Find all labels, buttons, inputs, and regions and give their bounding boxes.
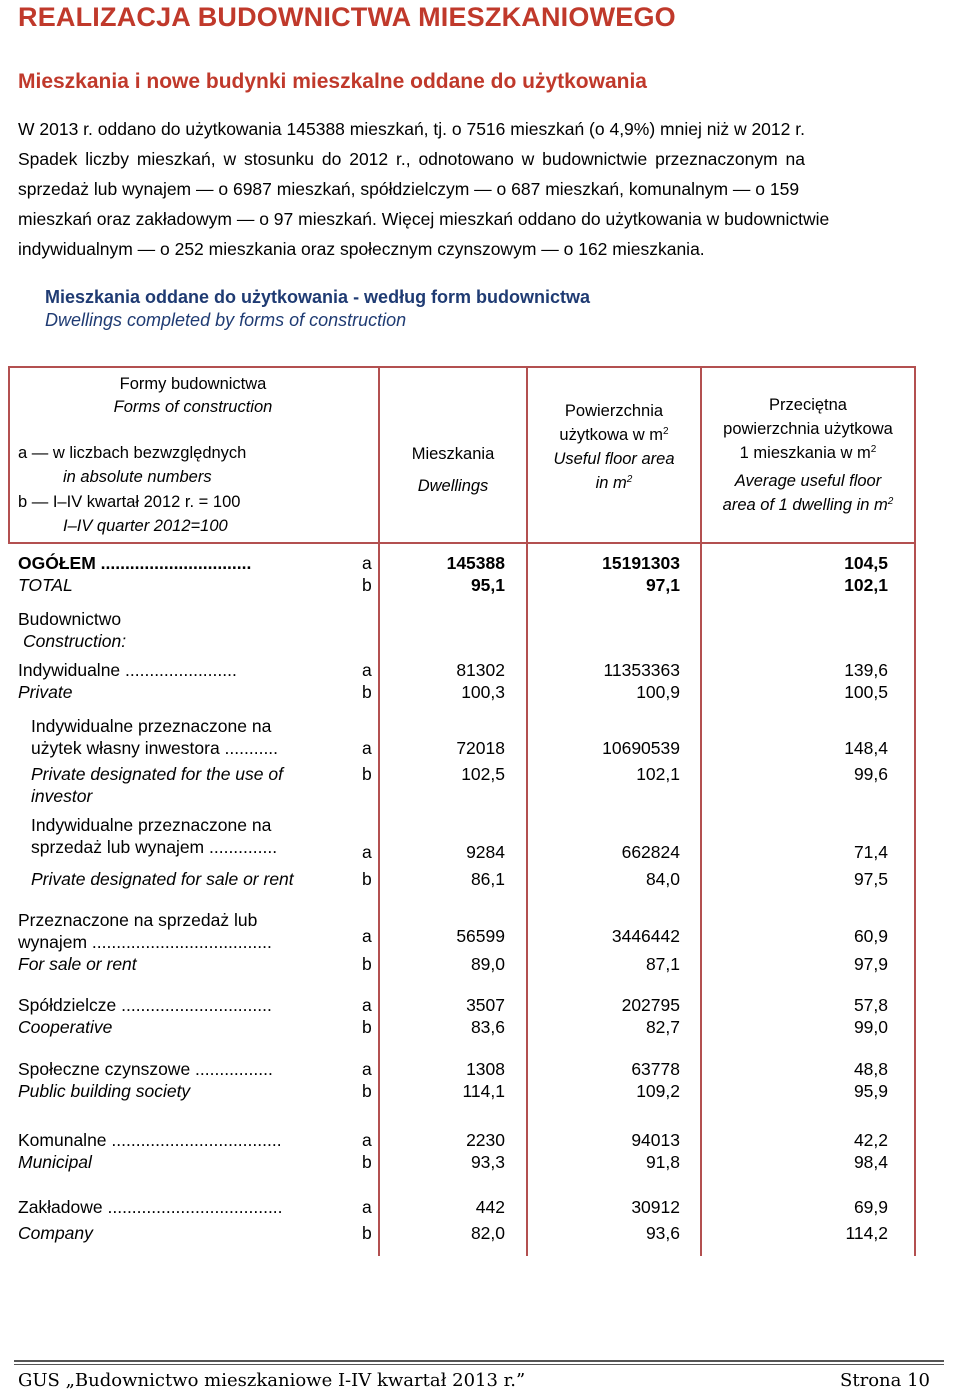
value-area: 63778 <box>631 1059 680 1079</box>
row-marker: b <box>362 869 372 889</box>
value-area: 11353363 <box>603 660 680 680</box>
row-label: użytek własny inwestora ........... <box>31 738 279 758</box>
value-dwellings: 72018 <box>456 738 505 758</box>
value-average: 100,5 <box>844 682 888 702</box>
table-title-en: Dwellings completed by forms of construction <box>45 310 407 330</box>
value-dwellings: 82,0 <box>470 1223 505 1243</box>
superscript: 2 <box>626 474 633 485</box>
row-label: wynajem ..................................... <box>18 932 272 952</box>
table-top-border <box>8 366 916 368</box>
value-average: 97,9 <box>853 954 888 974</box>
row-label-en: Company <box>18 1223 93 1243</box>
footer-divider <box>14 1360 944 1362</box>
row-label-en: TOTAL <box>18 575 73 595</box>
header-forms-en: Forms of construction <box>113 398 273 416</box>
header-avg-pl-3 <box>702 441 914 465</box>
value-average: 97,5 <box>853 869 888 889</box>
superscript: 2 <box>870 444 877 455</box>
row-label: Społeczne czynszowe ................ <box>18 1059 273 1079</box>
paragraph-line: Spadek liczby mieszkań, w stosunku do 2012 r., odnotowano w budownictwie przeznaczonym na <box>18 149 805 169</box>
row-label: Indywidualne przeznaczone na <box>31 815 272 835</box>
row-label: sprzedaż lub wynajem .............. <box>31 837 278 857</box>
header-area-pl-1: Powierzchnia <box>564 402 664 420</box>
header-area-en-2-text: in m <box>595 474 627 492</box>
header-avg-en-1: Average useful floor <box>734 472 882 490</box>
value-average: 69,9 <box>853 1197 888 1217</box>
value-average: 114,2 <box>845 1223 888 1243</box>
value-area: 202795 <box>621 995 680 1015</box>
value-average: 98,4 <box>853 1152 888 1172</box>
value-dwellings: 442 <box>475 1197 505 1217</box>
header-area-pl-2-text: użytkowa w m <box>559 426 664 444</box>
value-area: 100,9 <box>636 682 680 702</box>
value-area: 10690539 <box>602 738 680 758</box>
value-dwellings: 145388 <box>446 553 505 573</box>
row-marker: b <box>362 954 372 974</box>
page-title: REALIZACJA BUDOWNICTWA MIESZKANIOWEGO <box>18 2 676 32</box>
row-marker: a <box>362 738 372 758</box>
value-area: 109,2 <box>636 1081 680 1101</box>
legend-a-en: in absolute numbers <box>63 468 212 486</box>
value-average: 71,4 <box>853 842 888 862</box>
header-dwellings <box>380 438 526 502</box>
header-avg-en-2 <box>702 493 914 517</box>
row-label: Komunalne ................................... <box>18 1130 282 1150</box>
value-average: 60,9 <box>853 926 888 946</box>
table-title: Mieszkania oddane do użytkowania - według form budownictwa <box>45 287 591 307</box>
value-area: 94013 <box>631 1130 680 1150</box>
row-label-en: investor <box>31 786 93 806</box>
value-dwellings: 3507 <box>466 995 505 1015</box>
row-marker: b <box>362 1152 372 1172</box>
value-average: 99,6 <box>853 764 888 784</box>
section-subtitle: Mieszkania i nowe budynki mieszkalne oddane do użytkowania <box>18 70 647 93</box>
row-label-en: Private designated for the use of <box>31 764 283 784</box>
value-dwellings: 102,5 <box>461 764 505 784</box>
row-label-en: For sale or rent <box>18 954 137 974</box>
row-label: Zakładowe .................................... <box>18 1197 283 1217</box>
value-area: 30912 <box>631 1197 680 1217</box>
row-label-en: Private <box>18 682 73 702</box>
value-area: 97,1 <box>645 575 680 595</box>
value-average: 104,5 <box>844 553 888 573</box>
header-avg-pl-2: powierzchnia użytkowa <box>723 420 893 438</box>
value-average: 57,8 <box>853 995 888 1015</box>
row-label: Indywidualne przeznaczone na <box>31 716 272 736</box>
value-average: 148,4 <box>844 738 888 758</box>
value-average: 95,9 <box>853 1081 888 1101</box>
value-average: 48,8 <box>853 1059 888 1079</box>
row-marker: a <box>362 1059 372 1079</box>
header-average <box>702 393 914 517</box>
superscript: 2 <box>663 426 669 437</box>
row-marker: a <box>362 926 372 946</box>
row-label-en: Cooperative <box>18 1017 113 1037</box>
row-marker: b <box>362 1017 372 1037</box>
paragraph-line: mieszkań oraz zakładowym — o 97 mieszkań. Więcej mieszkań oddano do użytkowania w budownictwie <box>18 209 830 229</box>
row-marker: b <box>362 682 372 702</box>
row-label-en: Private designated for sale or rent <box>31 869 294 889</box>
value-dwellings: 93,3 <box>470 1152 505 1172</box>
row-label-en: Public building society <box>18 1081 191 1101</box>
table-column-divider <box>526 366 528 1256</box>
section-label: Budownictwo <box>18 609 122 629</box>
row-marker: a <box>362 1130 372 1150</box>
value-area: 102,1 <box>636 764 680 784</box>
row-marker: a <box>362 995 372 1015</box>
value-dwellings: 83,6 <box>470 1017 505 1037</box>
value-average: 139,6 <box>844 660 888 680</box>
value-dwellings: 9284 <box>466 842 505 862</box>
header-dwellings-en: Dwellings <box>417 477 489 495</box>
value-area: 91,8 <box>645 1152 680 1172</box>
value-dwellings: 56599 <box>456 926 505 946</box>
row-marker: b <box>362 764 372 784</box>
paragraph-line: sprzedaż lub wynajem — o 6987 mieszkań, spółdzielczym — o 687 mieszkań, komunalnym — o 159 <box>18 179 800 199</box>
table-header-border <box>8 542 916 544</box>
footer-divider <box>14 1364 944 1365</box>
row-marker: b <box>362 575 372 595</box>
value-area: 82,7 <box>645 1017 680 1037</box>
section-label-en: Construction: <box>23 631 127 651</box>
value-dwellings: 95,1 <box>470 575 505 595</box>
header-dwellings-pl: Mieszkania <box>411 445 495 463</box>
row-label-en: Municipal <box>18 1152 92 1172</box>
paragraph-line: indywidualnym — o 252 mieszkania oraz społecznym czynszowym — o 162 mieszkania. <box>18 239 705 259</box>
value-dwellings: 2230 <box>466 1130 505 1150</box>
footer-source: GUS „Budownictwo mieszkaniowe I-IV kwartał 2013 r.” <box>18 1370 526 1391</box>
value-dwellings: 114,1 <box>462 1081 505 1101</box>
header-forms-pl: Formy budownictwa <box>119 375 267 393</box>
value-dwellings: 89,0 <box>470 954 505 974</box>
value-area: 84,0 <box>645 869 680 889</box>
row-label: Indywidualne ....................... <box>18 660 237 680</box>
header-area-pl-2 <box>528 423 700 447</box>
table-border-right <box>914 366 916 1256</box>
value-average: 102,1 <box>844 575 888 595</box>
row-marker: b <box>362 1223 372 1243</box>
value-dwellings: 81302 <box>456 660 505 680</box>
value-area: 3446442 <box>611 926 680 946</box>
legend-b-en: I–IV quarter 2012=100 <box>63 517 228 535</box>
row-label: OGÓŁEM ............................... <box>18 553 252 573</box>
row-label: Spółdzielcze ............................... <box>18 995 272 1015</box>
row-marker: a <box>362 660 372 680</box>
paragraph-line: W 2013 r. oddano do użytkowania 145388 mieszkań, tj. o 7516 mieszkań (o 4,9%) mniej niż w 2012 r. <box>18 119 805 139</box>
header-avg-pl-3-text: 1 mieszkania w m <box>739 444 871 462</box>
value-dwellings: 86,1 <box>470 869 505 889</box>
page-number: Strona 10 <box>840 1370 930 1391</box>
header-area <box>528 399 700 495</box>
value-area: 87,1 <box>645 954 680 974</box>
header-avg-en-2-text: area of 1 dwelling in m <box>722 496 888 514</box>
row-marker: a <box>362 842 372 862</box>
value-average: 42,2 <box>853 1130 888 1150</box>
row-marker: b <box>362 1081 372 1101</box>
row-label: Przeznaczone na sprzedaż lub <box>18 910 258 930</box>
value-area: 662824 <box>621 842 680 862</box>
value-area: 93,6 <box>645 1223 680 1243</box>
value-area: 15191303 <box>602 553 680 573</box>
legend-b: b — I–IV kwartał 2012 r. = 100 <box>18 493 241 511</box>
value-average: 99,0 <box>853 1017 888 1037</box>
value-dwellings: 1308 <box>466 1059 505 1079</box>
header-avg-pl-1: Przeciętna <box>769 396 847 414</box>
legend-a: a — w liczbach bezwzględnych <box>18 444 247 462</box>
header-forms <box>10 373 376 419</box>
superscript: 2 <box>887 496 894 507</box>
row-marker: a <box>362 553 372 573</box>
value-dwellings: 100,3 <box>461 682 505 702</box>
header-area-en-2 <box>528 471 700 495</box>
header-area-en-1: Useful floor area <box>553 450 675 468</box>
row-marker: a <box>362 1197 372 1217</box>
